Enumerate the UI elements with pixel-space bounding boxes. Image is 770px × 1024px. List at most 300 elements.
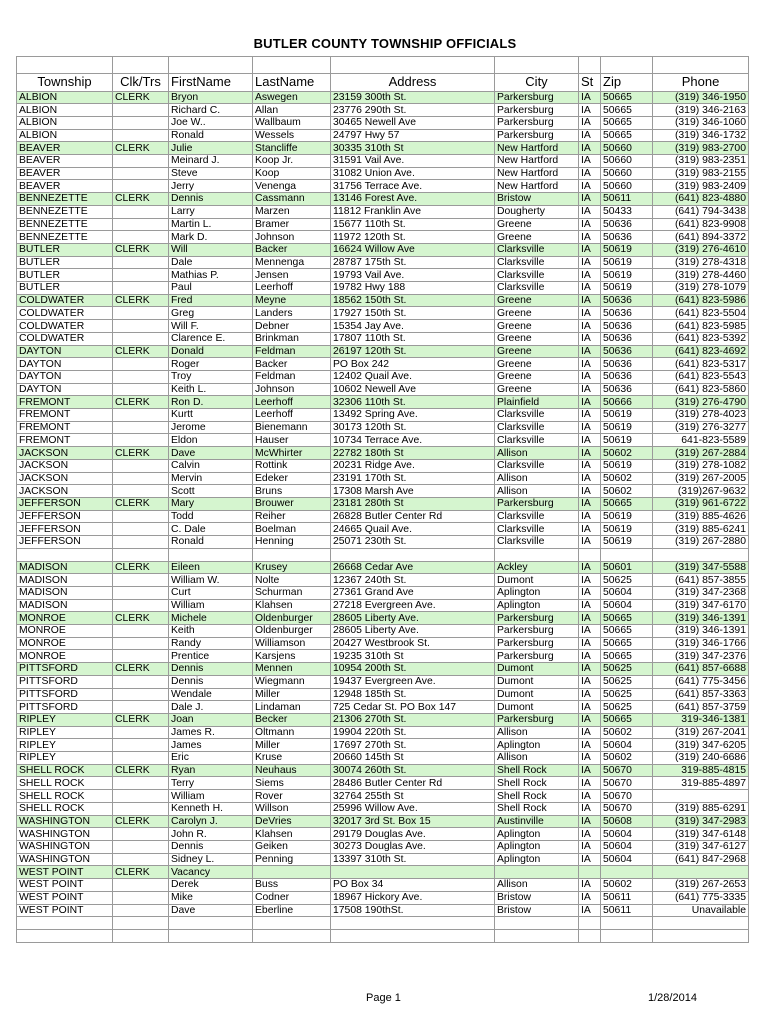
role-cell (113, 790, 169, 803)
city-cell: Clarksville (495, 536, 579, 549)
column-header: Township (17, 73, 113, 91)
last-name-cell: Leerhoff (253, 409, 331, 422)
role-cell (113, 434, 169, 447)
township-cell: BEAVER (17, 142, 113, 155)
zip-cell: 50602 (601, 447, 653, 460)
last-name-cell: McWhirter (253, 447, 331, 460)
last-name-cell: Neuhaus (253, 764, 331, 777)
address-cell: 13492 Spring Ave. (331, 409, 495, 422)
first-name-cell: Dennis (169, 663, 253, 676)
empty-cell (601, 57, 653, 74)
first-name-cell: Jerome (169, 421, 253, 434)
table-row (17, 434, 749, 447)
township-cell: COLDWATER (17, 320, 113, 333)
empty-cell (495, 548, 579, 561)
address-cell: 15354 Jay Ave. (331, 320, 495, 333)
address-cell: 28787 175th St. (331, 256, 495, 269)
phone-cell: (641) 823-5986 (653, 294, 749, 307)
city-cell: Parkersburg (495, 91, 579, 104)
zip-cell: 50660 (601, 167, 653, 180)
role-cell: CLERK (113, 663, 169, 676)
table-row (17, 231, 749, 244)
zip-cell: 50604 (601, 739, 653, 752)
township-cell: BEAVER (17, 155, 113, 168)
city-cell: Clarksville (495, 523, 579, 536)
zip-cell: 50604 (601, 586, 653, 599)
first-name-cell: Dennis (169, 675, 253, 688)
empty-cell (331, 548, 495, 561)
last-name-cell: Oldenburger (253, 612, 331, 625)
last-name-cell: Brouwer (253, 498, 331, 511)
last-name-cell: Penning (253, 853, 331, 866)
township-cell: COLDWATER (17, 332, 113, 345)
state-cell: IA (579, 370, 601, 383)
role-cell (113, 802, 169, 815)
city-cell: Clarksville (495, 409, 579, 422)
township-cell: COLDWATER (17, 294, 113, 307)
state-cell: IA (579, 116, 601, 129)
address-cell: 27361 Grand Ave (331, 586, 495, 599)
table-row (17, 904, 749, 917)
role-cell (113, 625, 169, 638)
empty-cell (169, 548, 253, 561)
table-row (17, 180, 749, 193)
zip-cell: 50625 (601, 663, 653, 676)
role-cell (113, 536, 169, 549)
first-name-cell: Will (169, 243, 253, 256)
table-row (17, 129, 749, 142)
township-cell: BENNEZETTE (17, 193, 113, 206)
first-name-cell: Meinard J. (169, 155, 253, 168)
last-name-cell: Wiegmann (253, 675, 331, 688)
state-cell: IA (579, 256, 601, 269)
last-name-cell: Feldman (253, 345, 331, 358)
role-cell (113, 383, 169, 396)
address-cell: 17508 190thSt. (331, 904, 495, 917)
table-row (17, 701, 749, 714)
city-cell: Allison (495, 447, 579, 460)
address-cell: 12367 240th St. (331, 574, 495, 587)
state-cell: IA (579, 561, 601, 574)
phone-cell: (319) 961-6722 (653, 498, 749, 511)
table-row (17, 91, 749, 104)
role-cell (113, 650, 169, 663)
table-row (17, 561, 749, 574)
first-name-cell: Eldon (169, 434, 253, 447)
last-name-cell: Johnson (253, 383, 331, 396)
table-row (17, 383, 749, 396)
zip-cell: 50602 (601, 726, 653, 739)
spacer-row (17, 548, 749, 561)
role-cell (113, 675, 169, 688)
last-name-cell: Backer (253, 358, 331, 371)
role-cell (113, 701, 169, 714)
first-name-cell: Todd (169, 510, 253, 523)
role-cell (113, 688, 169, 701)
phone-cell: (319) 346-1391 (653, 612, 749, 625)
column-header: Clk/Trs (113, 73, 169, 91)
state-cell: IA (579, 663, 601, 676)
phone-cell: (641) 847-2968 (653, 853, 749, 866)
zip-cell: 50619 (601, 282, 653, 295)
last-name-cell: Klahsen (253, 828, 331, 841)
address-cell: 10602 Newell Ave (331, 383, 495, 396)
zip-cell: 50602 (601, 472, 653, 485)
city-cell: Aplington (495, 853, 579, 866)
address-cell: 20660 145th St (331, 752, 495, 765)
township-cell: DAYTON (17, 358, 113, 371)
zip-cell: 50608 (601, 815, 653, 828)
state-cell: IA (579, 815, 601, 828)
zip-cell: 50625 (601, 574, 653, 587)
phone-cell: (319) 267-2880 (653, 536, 749, 549)
address-cell: 10954 200th St. (331, 663, 495, 676)
last-name-cell: Reiher (253, 510, 331, 523)
address-cell: 19437 Evergreen Ave. (331, 675, 495, 688)
last-name-cell: Wessels (253, 129, 331, 142)
first-name-cell: Paul (169, 282, 253, 295)
township-cell: BUTLER (17, 282, 113, 295)
township-cell: JACKSON (17, 447, 113, 460)
address-cell: 30335 310th St (331, 142, 495, 155)
township-cell: BEAVER (17, 180, 113, 193)
zip-cell: 50666 (601, 396, 653, 409)
zip-cell: 50636 (601, 320, 653, 333)
page-number: Page 1 (366, 992, 401, 1004)
address-cell: 12402 Quail Ave. (331, 370, 495, 383)
first-name-cell: Prentice (169, 650, 253, 663)
state-cell: IA (579, 193, 601, 206)
state-cell: IA (579, 675, 601, 688)
last-name-cell: Bienemann (253, 421, 331, 434)
table-row (17, 840, 749, 853)
state-cell: IA (579, 332, 601, 345)
empty-cell (601, 929, 653, 942)
city-cell: Clarksville (495, 434, 579, 447)
phone-cell: (319) 347-2376 (653, 650, 749, 663)
zip-cell: 50670 (601, 802, 653, 815)
state-cell: IA (579, 383, 601, 396)
last-name-cell: Karsjens (253, 650, 331, 663)
phone-cell: (641) 857-3759 (653, 701, 749, 714)
township-cell: WASHINGTON (17, 853, 113, 866)
role-cell (113, 332, 169, 345)
city-cell: Shell Rock (495, 764, 579, 777)
township-cell: FREMONT (17, 396, 113, 409)
city-cell: Parkersburg (495, 104, 579, 117)
state-cell: IA (579, 421, 601, 434)
first-name-cell: Roger (169, 358, 253, 371)
township-cell: JEFFERSON (17, 536, 113, 549)
state-cell: IA (579, 307, 601, 320)
township-cell: FREMONT (17, 421, 113, 434)
first-name-cell: Martin L. (169, 218, 253, 231)
first-name-cell: Calvin (169, 459, 253, 472)
phone-cell: (641) 823-5543 (653, 370, 749, 383)
first-name-cell: Richard C. (169, 104, 253, 117)
phone-cell: (319) 983-2700 (653, 142, 749, 155)
column-header: City (495, 73, 579, 91)
zip-cell: 50619 (601, 269, 653, 282)
first-name-cell: Julie (169, 142, 253, 155)
township-cell: BUTLER (17, 243, 113, 256)
table-row (17, 116, 749, 129)
role-cell (113, 599, 169, 612)
city-cell: Parkersburg (495, 637, 579, 650)
zip-cell: 50619 (601, 421, 653, 434)
last-name-cell: Edeker (253, 472, 331, 485)
first-name-cell: Troy (169, 370, 253, 383)
city-cell: Dumont (495, 701, 579, 714)
phone-cell: (319) 267-2005 (653, 472, 749, 485)
township-cell: WEST POINT (17, 891, 113, 904)
state-cell: IA (579, 269, 601, 282)
city-cell: Parkersburg (495, 713, 579, 726)
role-cell (113, 256, 169, 269)
role-cell: CLERK (113, 91, 169, 104)
city-cell: Greene (495, 370, 579, 383)
first-name-cell: Randy (169, 637, 253, 650)
last-name-cell: Siems (253, 777, 331, 790)
phone-cell: (319) 278-4460 (653, 269, 749, 282)
empty-cell (579, 57, 601, 74)
state-cell: IA (579, 129, 601, 142)
address-cell: 11972 120th St. (331, 231, 495, 244)
city-cell: Clarksville (495, 282, 579, 295)
role-cell: CLERK (113, 294, 169, 307)
zip-cell (601, 866, 653, 879)
zip-cell: 50619 (601, 256, 653, 269)
state-cell: IA (579, 91, 601, 104)
township-cell: WEST POINT (17, 879, 113, 892)
city-cell: Greene (495, 294, 579, 307)
column-header: Address (331, 73, 495, 91)
table-row (17, 726, 749, 739)
last-name-cell (253, 866, 331, 879)
empty-cell (113, 929, 169, 942)
township-cell: SHELL ROCK (17, 802, 113, 815)
address-cell: 12948 185th St. (331, 688, 495, 701)
empty-cell (331, 929, 495, 942)
zip-cell: 50602 (601, 879, 653, 892)
table-row (17, 586, 749, 599)
role-cell (113, 879, 169, 892)
role-cell (113, 218, 169, 231)
township-cell: MONROE (17, 650, 113, 663)
phone-cell: (319) 278-1079 (653, 282, 749, 295)
township-cell: MADISON (17, 586, 113, 599)
phone-cell: (641) 823-9908 (653, 218, 749, 231)
empty-cell (601, 548, 653, 561)
table-row (17, 243, 749, 256)
address-cell: 30173 120th St. (331, 421, 495, 434)
last-name-cell: Boelman (253, 523, 331, 536)
blank-row (17, 917, 749, 930)
township-cell: BUTLER (17, 269, 113, 282)
empty-cell (495, 929, 579, 942)
role-cell (113, 472, 169, 485)
last-name-cell: Kruse (253, 752, 331, 765)
city-cell: Allison (495, 726, 579, 739)
empty-cell (653, 548, 749, 561)
first-name-cell: Vacancy (169, 866, 253, 879)
first-name-cell: John R. (169, 828, 253, 841)
phone-cell: 319-885-4815 (653, 764, 749, 777)
table-row (17, 193, 749, 206)
first-name-cell: Derek (169, 879, 253, 892)
role-cell (113, 358, 169, 371)
state-cell: IA (579, 701, 601, 714)
role-cell (113, 180, 169, 193)
table-row (17, 510, 749, 523)
township-cell: MADISON (17, 599, 113, 612)
empty-cell (17, 917, 113, 930)
table-row (17, 282, 749, 295)
role-cell (113, 891, 169, 904)
last-name-cell: Allan (253, 104, 331, 117)
state-cell: IA (579, 599, 601, 612)
first-name-cell: Carolyn J. (169, 815, 253, 828)
township-cell: PITTSFORD (17, 675, 113, 688)
state-cell: IA (579, 358, 601, 371)
first-name-cell: William (169, 790, 253, 803)
state-cell: IA (579, 625, 601, 638)
last-name-cell: Bramer (253, 218, 331, 231)
zip-cell: 50604 (601, 599, 653, 612)
document-title: BUTLER COUNTY TOWNSHIP OFFICIALS (253, 36, 517, 51)
role-cell (113, 307, 169, 320)
township-cell: DAYTON (17, 383, 113, 396)
last-name-cell: Mennenga (253, 256, 331, 269)
city-cell: Clarksville (495, 510, 579, 523)
state-cell: IA (579, 650, 601, 663)
table-row (17, 663, 749, 676)
first-name-cell: Ryan (169, 764, 253, 777)
zip-cell: 50601 (601, 561, 653, 574)
table-row (17, 142, 749, 155)
township-cell: JEFFERSON (17, 523, 113, 536)
address-cell (331, 866, 495, 879)
role-cell: CLERK (113, 612, 169, 625)
state-cell: IA (579, 536, 601, 549)
zip-cell: 50604 (601, 840, 653, 853)
address-cell: PO Box 242 (331, 358, 495, 371)
phone-cell: (319) 267-2041 (653, 726, 749, 739)
role-cell (113, 155, 169, 168)
zip-cell: 50670 (601, 790, 653, 803)
last-name-cell: Mennen (253, 663, 331, 676)
table-row (17, 459, 749, 472)
city-cell: New Hartford (495, 155, 579, 168)
last-name-cell: Henning (253, 536, 331, 549)
state-cell: IA (579, 853, 601, 866)
address-cell: 13397 310th St. (331, 853, 495, 866)
last-name-cell: Oltmann (253, 726, 331, 739)
zip-cell: 50636 (601, 294, 653, 307)
city-cell (495, 866, 579, 879)
state-cell: IA (579, 739, 601, 752)
role-cell: CLERK (113, 713, 169, 726)
last-name-cell: Buss (253, 879, 331, 892)
zip-cell: 50619 (601, 536, 653, 549)
state-cell: IA (579, 777, 601, 790)
phone-cell: (319) 346-1950 (653, 91, 749, 104)
address-cell: 19904 220th St. (331, 726, 495, 739)
phone-cell: (319) 346-1732 (653, 129, 749, 142)
address-cell: 31756 Terrace Ave. (331, 180, 495, 193)
township-cell: BENNEZETTE (17, 218, 113, 231)
table-row (17, 650, 749, 663)
zip-cell: 50665 (601, 129, 653, 142)
phone-cell: 319-346-1381 (653, 713, 749, 726)
empty-cell (579, 548, 601, 561)
address-cell: 20231 Ridge Ave. (331, 459, 495, 472)
role-cell: CLERK (113, 764, 169, 777)
column-header: Phone (653, 73, 749, 91)
zip-cell: 50665 (601, 713, 653, 726)
address-cell: 18562 150th St. (331, 294, 495, 307)
first-name-cell: William (169, 599, 253, 612)
zip-cell: 50636 (601, 307, 653, 320)
phone-cell: (641) 823-5317 (653, 358, 749, 371)
first-name-cell: William W. (169, 574, 253, 587)
role-cell (113, 282, 169, 295)
phone-cell: (319) 347-2983 (653, 815, 749, 828)
phone-cell: (319) 983-2351 (653, 155, 749, 168)
empty-cell (579, 917, 601, 930)
zip-cell: 50619 (601, 243, 653, 256)
township-cell: ALBION (17, 129, 113, 142)
city-cell: Dumont (495, 574, 579, 587)
city-cell: Clarksville (495, 243, 579, 256)
last-name-cell: Geiken (253, 840, 331, 853)
city-cell: Parkersburg (495, 498, 579, 511)
address-cell: 19782 Hwy 188 (331, 282, 495, 295)
empty-cell (17, 929, 113, 942)
last-name-cell: Codner (253, 891, 331, 904)
first-name-cell: Joe W.. (169, 116, 253, 129)
address-cell: 23159 300th St. (331, 91, 495, 104)
city-cell: Greene (495, 307, 579, 320)
address-cell: 23181 280th St (331, 498, 495, 511)
state-cell: IA (579, 459, 601, 472)
address-cell: 26828 Butler Center Rd (331, 510, 495, 523)
state-cell: IA (579, 726, 601, 739)
state-cell: IA (579, 752, 601, 765)
state-cell (579, 866, 601, 879)
city-cell: Clarksville (495, 421, 579, 434)
address-cell: 25996 Willow Ave. (331, 802, 495, 815)
first-name-cell: Mervin (169, 472, 253, 485)
township-cell: WEST POINT (17, 866, 113, 879)
city-cell: Bristow (495, 904, 579, 917)
city-cell: Greene (495, 231, 579, 244)
city-cell: Shell Rock (495, 777, 579, 790)
zip-cell: 50625 (601, 675, 653, 688)
blank-row (17, 57, 749, 74)
first-name-cell: Ron D. (169, 396, 253, 409)
table-row (17, 675, 749, 688)
empty-cell (253, 929, 331, 942)
zip-cell: 50665 (601, 650, 653, 663)
role-cell (113, 421, 169, 434)
state-cell: IA (579, 294, 601, 307)
empty-cell (653, 929, 749, 942)
empty-cell (253, 548, 331, 561)
city-cell: Greene (495, 218, 579, 231)
address-cell: 24797 Hwy 57 (331, 129, 495, 142)
last-name-cell: Stancliffe (253, 142, 331, 155)
